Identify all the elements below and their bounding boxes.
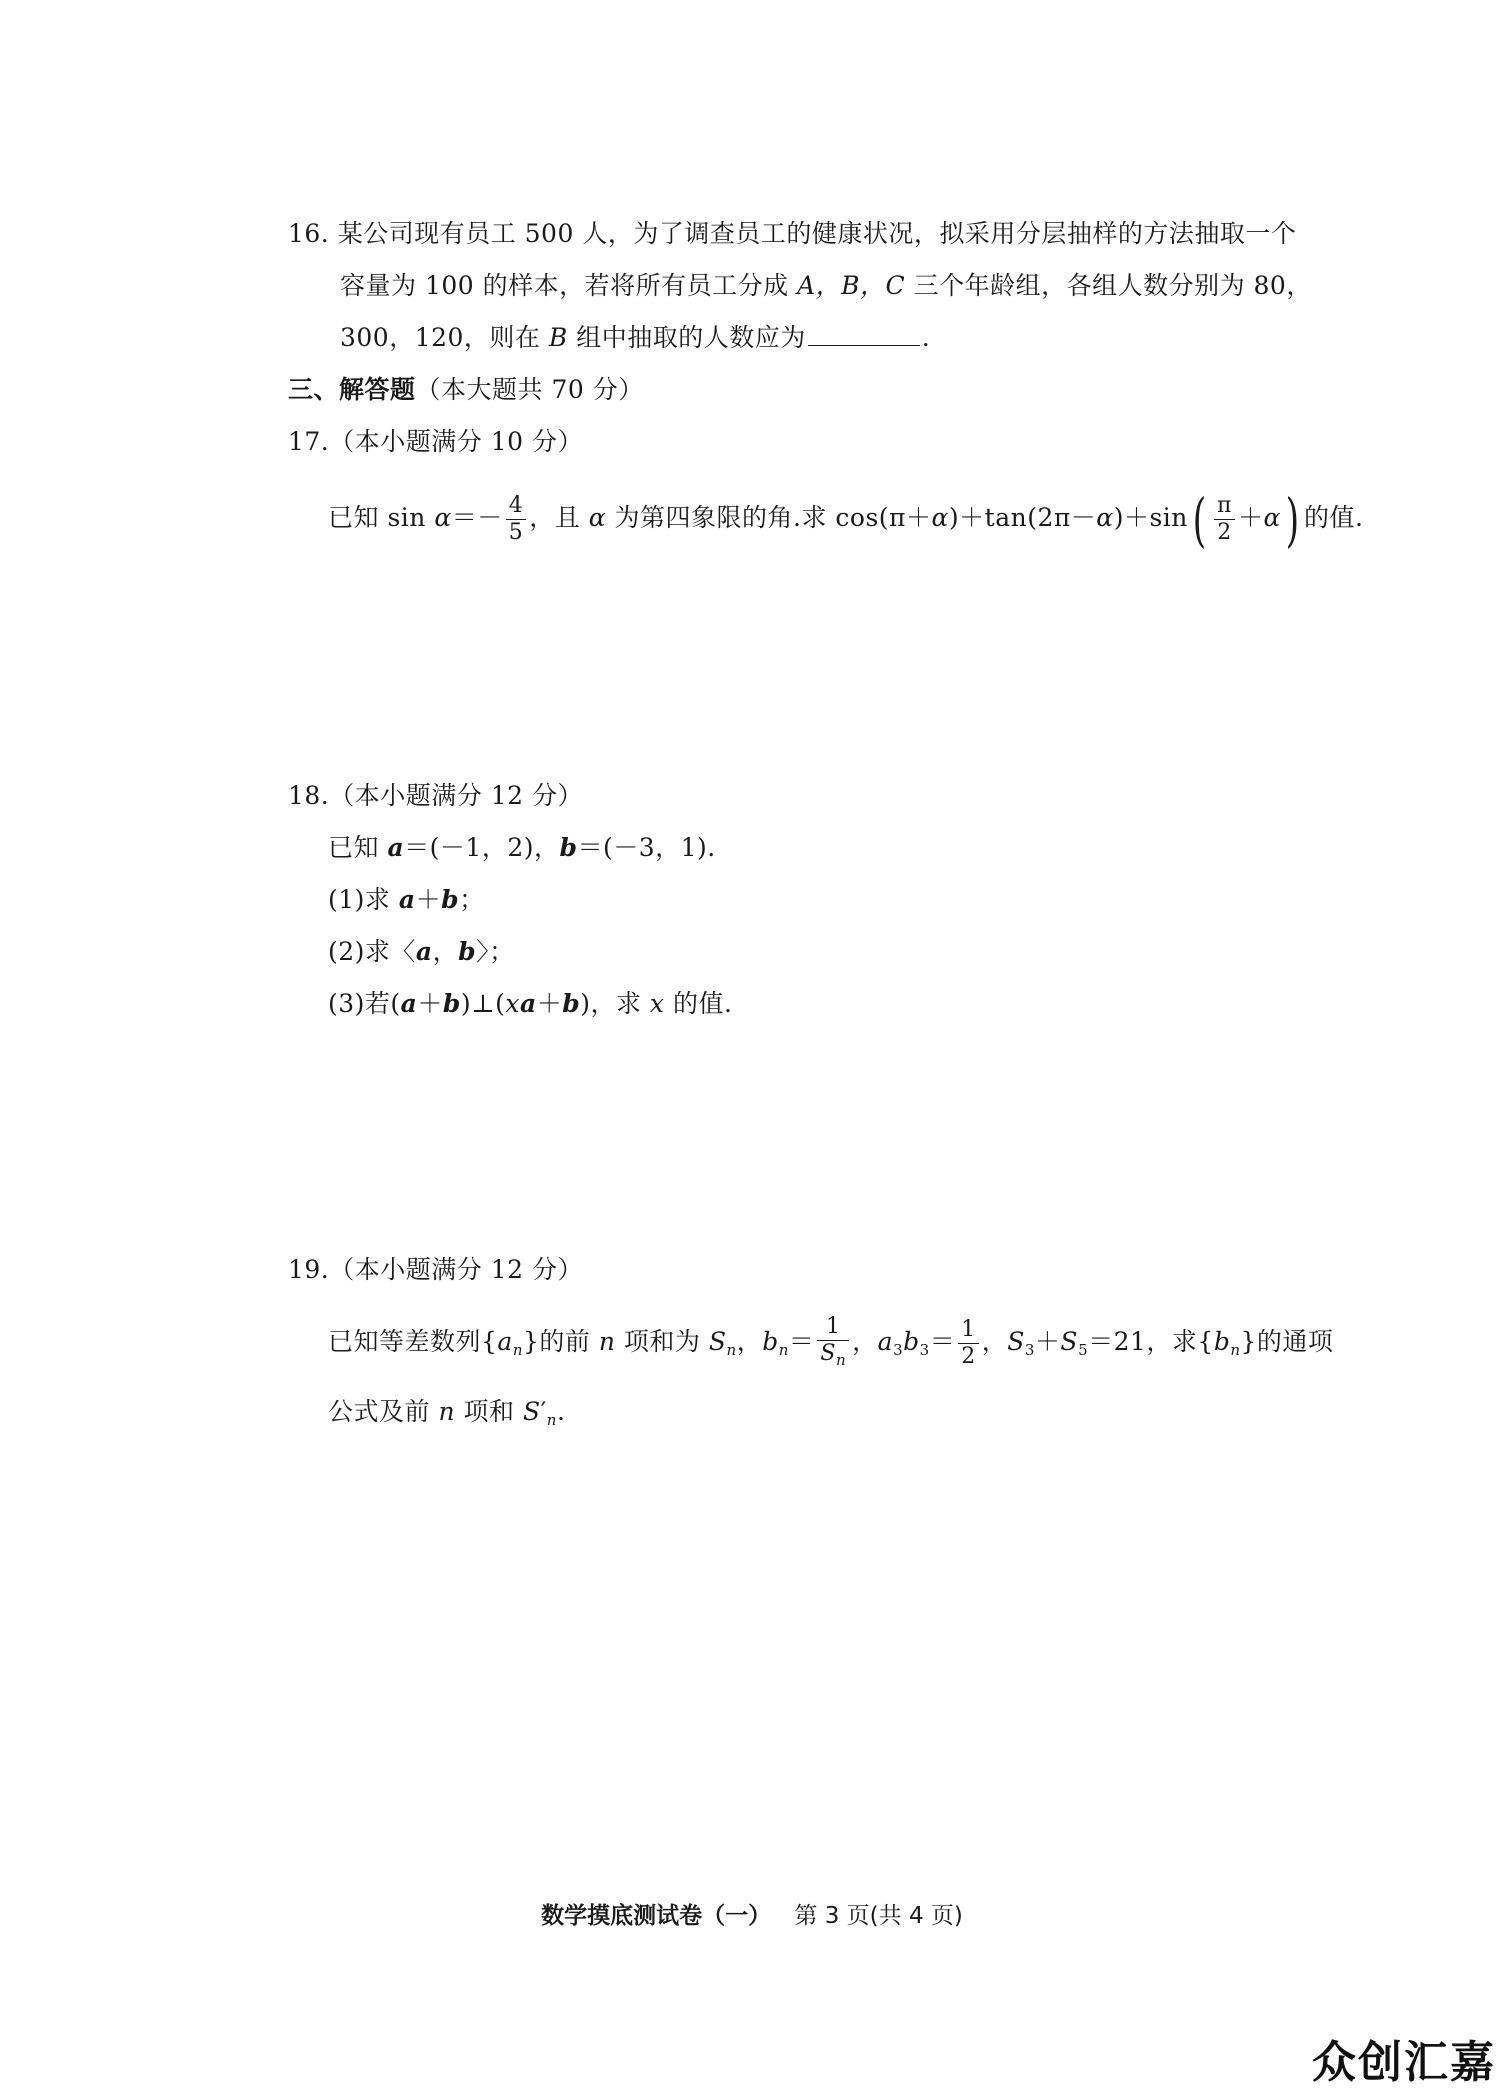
q19-frac1-num: 1	[826, 1314, 841, 1339]
q18-p3-end: 的值.	[664, 989, 733, 1018]
q19-S5: S	[1060, 1327, 1079, 1356]
q19-comma-1: ，	[736, 1327, 763, 1356]
q19-period: .	[556, 1397, 566, 1426]
q18-vec-b: b	[559, 833, 578, 862]
q18-p3-vec-b1: b	[442, 989, 461, 1018]
watermark-logo: 众创汇嘉	[1312, 2037, 1496, 2088]
q19-header	[288, 1250, 583, 1290]
q17-alpha-5: α	[1263, 503, 1281, 532]
q19-text-l2b: 项和	[455, 1397, 523, 1426]
q19-text-a: 已知等差数列{	[328, 1327, 498, 1356]
q16-text-2b: 三个年龄组，各组人数分别为 80，	[905, 271, 1312, 300]
q19-eq-1: ＝	[788, 1327, 815, 1356]
q16-line-2	[340, 266, 1312, 306]
q19-prime: ′	[540, 1397, 547, 1426]
q19-line-2	[328, 1392, 565, 1440]
q18-part-1	[328, 880, 485, 920]
q18-p3-plus2: ＋	[536, 989, 563, 1018]
q19-a3: a	[877, 1327, 894, 1356]
section-3-heading	[288, 370, 644, 410]
q17-frac2-num: π	[1217, 493, 1232, 518]
q19-text-b: }的前	[523, 1327, 599, 1356]
q18-p3-vec-a1: a	[400, 989, 418, 1018]
q17-header	[288, 422, 583, 462]
q17-text-4: 为第四象限的角.求 cos(π＋	[606, 503, 932, 532]
q16-groups: A，B，C	[797, 271, 906, 300]
section-3-title: 三、解答题	[288, 375, 416, 404]
q18-p2-vec-a: a	[415, 937, 433, 966]
q17-header-text: 17.（本小题满分 10 分）	[288, 427, 583, 456]
q19-S3: S	[1007, 1327, 1025, 1356]
q19-plus: ＋	[1034, 1327, 1061, 1356]
q19-b-2: b	[1213, 1327, 1231, 1356]
q17-paren-open: (	[1192, 485, 1207, 554]
q17-paren-close: )	[1285, 485, 1300, 554]
page-footer	[0, 1897, 1504, 1930]
q18-text-1a: 已知	[328, 833, 388, 862]
q19-fraction-1-2	[958, 1317, 979, 1370]
q17-alpha-3: α	[931, 503, 949, 532]
q19-text-c: 项和为	[615, 1327, 709, 1356]
q17-frac2-den: 2	[1217, 520, 1232, 545]
q18-p3-x1: x	[505, 989, 521, 1018]
q17-alpha-4: α	[1096, 503, 1114, 532]
q17-text-8: 的值.	[1304, 503, 1364, 532]
q18-p3-x2: x	[649, 989, 665, 1018]
q19-frac1-den	[817, 1341, 849, 1373]
q17-frac1-num: 4	[508, 493, 524, 518]
q17-alpha-2: α	[588, 503, 607, 532]
q19-frac1-sub-n: n	[835, 1351, 847, 1369]
q19-line-1	[328, 1310, 1333, 1382]
q16-answer-blank[interactable]	[808, 319, 920, 346]
q19-n-2: n	[438, 1397, 456, 1426]
q18-p2-text: (2)求〈	[328, 937, 416, 966]
q19-n-1: n	[598, 1327, 616, 1356]
q18-p1-vec-a: a	[398, 885, 416, 914]
q19-frac1-S: S	[820, 1341, 836, 1366]
q17-frac1-den: 5	[508, 520, 524, 545]
q16-line-1	[288, 214, 1296, 254]
q18-p3-text: (3)若(	[328, 989, 401, 1018]
q18-text-1b: ＝(－1，2)，	[404, 833, 560, 862]
q17-text-2: ＝－	[451, 503, 503, 532]
q17-alpha-1: α	[434, 503, 452, 532]
q19-a-sub-n: n	[512, 1341, 523, 1359]
q16-text-2a: 容量为 100 的样本，若将所有员工分成	[340, 271, 798, 300]
q19-Sprime-sub-n: n	[546, 1411, 557, 1429]
q18-p1-vec-b: b	[441, 885, 460, 914]
q19-b3-sub: 3	[919, 1341, 930, 1359]
q17-plus: ＋	[1237, 503, 1264, 532]
q19-S5-sub: 5	[1078, 1341, 1089, 1359]
q19-S-sub-n: n	[726, 1341, 737, 1359]
q18-text-1c: ＝(－3，1).	[577, 833, 716, 862]
q19-fraction-1-Sn	[817, 1314, 849, 1373]
q18-given	[328, 828, 716, 868]
q16-text-3b: 组中抽取的人数应为	[567, 323, 806, 352]
q18-vec-a: a	[387, 833, 405, 862]
q19-comma-3: ，	[981, 1327, 1008, 1356]
q18-p3-vec-b2: b	[562, 989, 581, 1018]
q17-body	[328, 485, 1364, 554]
footer-title: 数学摸底测试卷（一）	[541, 1903, 772, 1929]
q16-text-1: 16. 某公司现有员工 500 人，为了调查员工的健康状况，拟采用分层抽样的方法抽取一个	[288, 219, 1297, 248]
q18-part-3	[328, 984, 732, 1024]
q18-p3-vec-a2: a	[520, 989, 537, 1018]
q18-p1-text: (1)求	[328, 885, 399, 914]
q16-period: .	[921, 323, 931, 352]
q16-group-b: B	[548, 323, 568, 352]
q19-a: a	[497, 1327, 513, 1356]
q17-fraction-pi-2	[1214, 493, 1235, 546]
q18-part-2	[328, 932, 515, 972]
q19-text-e: ＝21，求{	[1088, 1327, 1214, 1356]
q19-b: b	[762, 1327, 779, 1356]
q19-b-sub-n: n	[778, 1341, 789, 1359]
section-3-note: （本大题共 70 分）	[415, 375, 644, 404]
q18-p3-perp: )⊥(	[460, 989, 506, 1018]
q18-header-text: 18.（本小题满分 12 分）	[288, 781, 583, 810]
q16-text-3a: 300，120，则在	[340, 323, 549, 352]
q18-p3-plus1: ＋	[417, 989, 443, 1018]
q19-b3: b	[903, 1327, 920, 1356]
q19-frac2-den: 2	[961, 1344, 976, 1369]
footer-page-number: 第 3 页(共 4 页)	[794, 1903, 963, 1929]
q17-text-6: )＋sin	[1113, 503, 1188, 532]
q18-p2-sep: ，	[432, 937, 459, 966]
q16-line-3	[340, 318, 930, 358]
q18-p1-end: ；	[459, 885, 485, 914]
q17-text-1: 已知 sin	[328, 503, 435, 532]
q17-text-3: ，且	[529, 503, 589, 532]
q19-a3-sub: 3	[893, 1341, 904, 1359]
q19-S-prime: S	[522, 1397, 541, 1426]
q19-text-l2a: 公式及前	[328, 1397, 439, 1426]
q18-p2-vec-b: b	[458, 937, 477, 966]
q19-S3-sub: 3	[1024, 1341, 1035, 1359]
q19-header-text: 19.（本小题满分 12 分）	[288, 1255, 583, 1284]
q19-frac2-num: 1	[961, 1317, 976, 1342]
q19-comma-2: ，	[852, 1327, 878, 1356]
q18-p2-end: 〉；	[476, 937, 515, 966]
q19-b2-sub-n: n	[1230, 1341, 1241, 1359]
q18-p1-plus: ＋	[415, 885, 442, 914]
q19-text-f: }的通项	[1240, 1327, 1334, 1356]
q17-text-5: )＋tan(2π－	[948, 503, 1097, 532]
q19-eq-2: ＝	[929, 1327, 956, 1356]
q18-p3-text-c: )，求	[580, 989, 650, 1018]
q19-S: S	[708, 1327, 727, 1356]
q18-header	[288, 776, 583, 816]
q17-fraction-4-5	[506, 493, 527, 546]
